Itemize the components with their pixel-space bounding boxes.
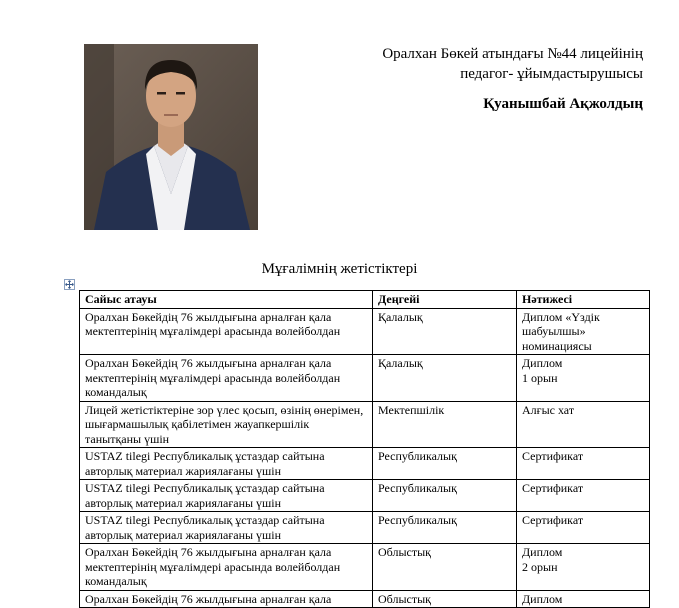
cell-result: Сертификат bbox=[517, 512, 650, 544]
table-move-handle-icon[interactable] bbox=[64, 279, 75, 290]
header-result: Нәтижесі bbox=[517, 291, 650, 309]
cell-level: Қалалық bbox=[373, 355, 517, 402]
section-title: Мұғалімнің жетістіктері bbox=[261, 261, 418, 277]
table-row bbox=[80, 590, 650, 608]
table-row bbox=[80, 401, 650, 448]
cell-level: Республикалық bbox=[373, 480, 517, 512]
cell-result: Сертификат bbox=[517, 448, 650, 480]
cell-competition-name: USTAZ tilegi Республикалық ұстаздар сайтына авторлық материал жариялағаны үшін bbox=[80, 448, 373, 480]
cell-result: Сертификат bbox=[517, 480, 650, 512]
cell-competition-name: Оралхан Бөкейдің 76 жылдығына арналған қала мектептерінің мұғалімдері арасында волейболдан bbox=[80, 308, 373, 355]
document-header bbox=[313, 44, 643, 114]
header-competition-name: Сайыс атауы bbox=[80, 291, 373, 309]
cell-competition-name: USTAZ tilegi Республикалық ұстаздар сайтына авторлық материал жариялағаны үшін bbox=[80, 480, 373, 512]
table-row bbox=[80, 512, 650, 544]
move-arrows-icon bbox=[65, 280, 74, 289]
header-level: Деңгейі bbox=[373, 291, 517, 309]
table-row bbox=[80, 308, 650, 355]
header-line-school: Оралхан Бөкей атындағы №44 лицейінің bbox=[382, 46, 643, 62]
cell-competition-name: Оралхан Бөкейдің 76 жылдығына арналған қала мектептерінің мұғалімдері арасында волейболдан командалық bbox=[80, 355, 373, 402]
table-row bbox=[80, 544, 650, 591]
table-row bbox=[80, 448, 650, 480]
cell-level: Республикалық bbox=[373, 448, 517, 480]
achievements-table bbox=[79, 290, 650, 608]
cell-level: Мектепшілік bbox=[373, 401, 517, 448]
cell-level: Республикалық bbox=[373, 512, 517, 544]
cell-result: Алғыс хат bbox=[517, 401, 650, 448]
cell-result: Диплом 2 орын bbox=[517, 544, 650, 591]
cell-result: Диплом 1 орын bbox=[517, 355, 650, 402]
portrait-image bbox=[84, 44, 258, 230]
header-line-position: педагог- ұйымдастырушысы bbox=[460, 66, 643, 82]
cell-level: Облыстық bbox=[373, 544, 517, 591]
cell-competition-name: Лицей жетістіктеріне зор үлес қосып, өзінің өнерімен, шығармашылық қабілетімен жауапкершілік танытқаны үшін bbox=[80, 401, 373, 448]
cell-level: Қалалық bbox=[373, 308, 517, 355]
cell-competition-name: USTAZ tilegi Республикалық ұстаздар сайтына авторлық материал жариялағаны үшін bbox=[80, 512, 373, 544]
cell-result: Диплом bbox=[517, 590, 650, 608]
teacher-photo bbox=[84, 44, 258, 230]
cell-result: Диплом «Үздік шабуылшы» номинациясы bbox=[517, 308, 650, 355]
cell-competition-name: Оралхан Бөкейдің 76 жылдығына арналған қала bbox=[80, 590, 373, 608]
table-row bbox=[80, 355, 650, 402]
cell-level: Облыстық bbox=[373, 590, 517, 608]
teacher-name: Қуанышбай Ақжолдың bbox=[483, 96, 643, 112]
cell-competition-name: Оралхан Бөкейдің 76 жылдығына арналған қала мектептерінің мұғалімдері арасында волейболдан командалық bbox=[80, 544, 373, 591]
table-row bbox=[80, 480, 650, 512]
table-header-row bbox=[80, 291, 650, 309]
